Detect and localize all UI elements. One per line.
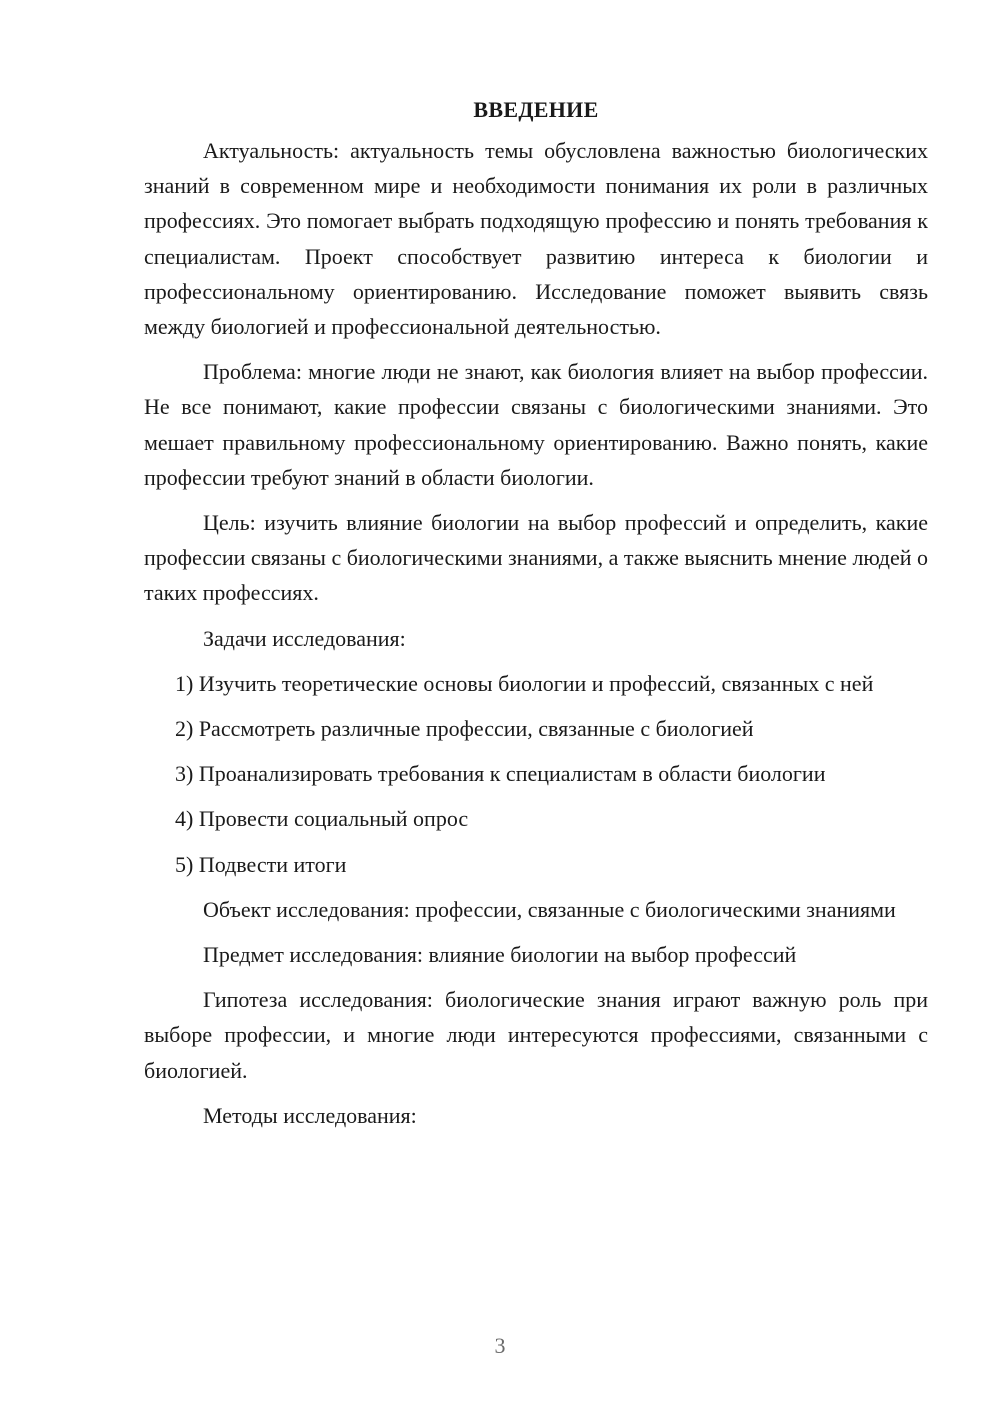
task-item-5: 5) Подвести итоги <box>175 851 347 877</box>
relevance-paragraph: Актуальность: актуальность темы обусловлена важностью биологических знаний в современном мире и необходимости понимания их роли в различных профессиях. Это помогает выбрать подходящую профессию и понять требования к специалистам. Проект способствует развитию интереса к биологии и профессиональному ориентированию. Исследование поможет выявить связь между биологией и профессиональной деятельностью. <box>144 138 928 340</box>
problem-paragraph: Проблема: многие люди не знают, как биология влияет на выбор профессии. Не все понимают, какие профессии связаны с биологическими знаниями. Это мешает правильному профессиональному ориентированию. Важно понять, какие профессии требуют знаний в области биологии. <box>144 359 928 490</box>
task-item-3: 3) Проанализировать требования к специалистам в области биологии <box>175 761 826 787</box>
tasks-heading: Задачи исследования: <box>203 625 406 651</box>
document-page <box>144 92 928 1133</box>
page-number: 3 <box>494 1333 506 1358</box>
task-item-1: 1) Изучить теоретические основы биологии и профессий, связанных с ней <box>175 670 874 696</box>
subject-paragraph: Предмет исследования: влияние биологии на выбор профессий <box>203 942 797 968</box>
task-item-2: 2) Рассмотреть различные профессии, связанные с биологией <box>175 716 754 742</box>
task-item-4: 4) Провести социальный опрос <box>175 806 469 832</box>
section-title: ВВЕДЕНИЕ <box>473 97 599 122</box>
goal-paragraph: Цель: изучить влияние биологии на выбор профессий и определить, какие профессии связаны с биологическими знаниями, а также выяснить мнение людей о таких профессиях. <box>144 510 928 606</box>
methods-heading: Методы исследования: <box>203 1102 417 1128</box>
hypothesis-paragraph: Гипотеза исследования: биологические знания играют важную роль при выборе профессии, и многие люди интересуются профессиями, связанными с биологией. <box>144 987 928 1083</box>
object-paragraph: Объект исследования: профессии, связанные с биологическими знаниями <box>203 896 896 922</box>
